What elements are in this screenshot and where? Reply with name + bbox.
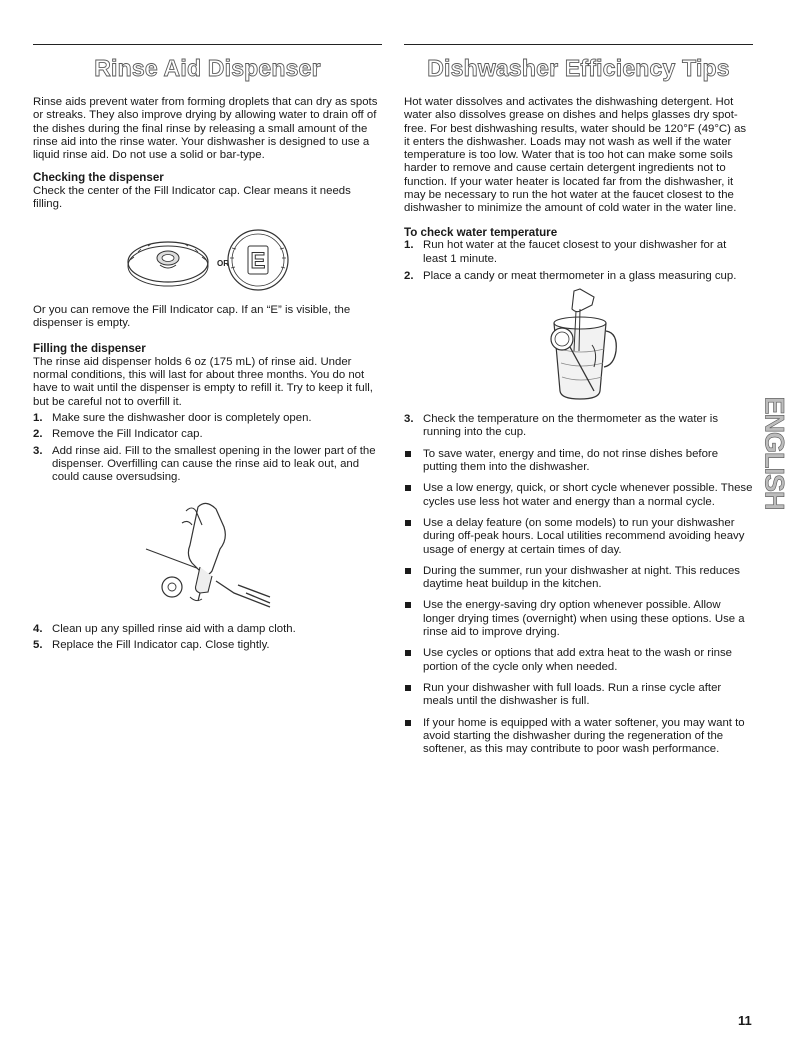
tip-item xyxy=(404,647,753,674)
section-rule xyxy=(33,44,382,45)
section-title: Rinse Aid Dispenser xyxy=(94,55,321,81)
figure-e-label: E xyxy=(250,247,265,273)
tip-text: Use cycles or options that add extra heat to the wash or rinse portion of the cycle only when needed. xyxy=(423,647,732,673)
step-text: Replace the Fill Indicator cap. Close tightly. xyxy=(52,638,270,651)
tip-text: If your home is equipped with a water softener, you may want to avoid starting the dishwasher during the regeneration of the softener, as this may contribute to poor wash performance. xyxy=(423,716,745,756)
step-text: Place a candy or meat thermometer in a glass measuring cup. xyxy=(423,269,737,282)
tip-item xyxy=(404,565,753,592)
checking-heading: Checking the dispenser xyxy=(33,171,164,185)
water-temperature-heading: To check water temperature xyxy=(404,225,558,239)
figure-or-label: OR xyxy=(216,258,229,268)
step-number: 2. xyxy=(33,428,43,441)
section-title: Dishwasher Efficiency Tips xyxy=(427,55,730,81)
filling-text: The rinse aid dispenser holds 6 oz (175 mL) of rinse aid. Under normal conditions, this will last for about three months. You do not have to wait until the dispenser is empty to refill it. Try to keep it full, but be careful not to overfill it. xyxy=(33,355,373,408)
bullet-icon xyxy=(405,451,411,457)
tip-text: During the summer, run your dishwasher at night. This reduces daytime heat buildup in the kitchen. xyxy=(423,564,740,591)
tip-item xyxy=(404,482,753,509)
rinse-aid-intro: Rinse aids prevent water from forming droplets that can dry as spots or streaks. They also improve drying by allowing water to drain off of the dishes during the final rinse by releasing a small amount of the rinse aid into the rinse water. Your dishwasher is designed to use a liquid rinse aid. Do not use a solid or bar-type. xyxy=(33,96,378,162)
checking-text: Check the center of the Fill Indicator cap. Clear means it needs filling. xyxy=(33,185,351,211)
step-text: Add rinse aid. Fill to the smallest opening in the lower part of the dispenser. Overfilling can cause the rinse aid to leak out, and could cause oversudsing. xyxy=(52,444,376,484)
step-text: Run hot water at the faucet closest to your dishwasher for at least 1 minute. xyxy=(423,239,727,265)
tip-item xyxy=(404,517,753,557)
temperature-steps-list-continued xyxy=(404,413,753,440)
page-number: 11 xyxy=(738,1013,752,1028)
tip-text: Use a delay feature (on some models) to run your dishwasher during off-peak hours. Local utilities recommend avoiding heavy usage of energy at certain times of day. xyxy=(423,516,745,556)
step-number: 1. xyxy=(404,239,414,252)
tip-item xyxy=(404,682,753,709)
bullet-icon xyxy=(405,602,411,608)
step-text: Make sure the dishwasher door is completely open. xyxy=(52,412,312,425)
step-number: 4. xyxy=(33,622,43,635)
bullet-icon xyxy=(405,568,411,574)
tip-text: Use the energy-saving dry option whenever possible. Allow longer drying times (overnight) when using these options. Use a rinse aid to improve drying. xyxy=(423,599,745,639)
tip-text: Use a low energy, quick, or short cycle whenever possible. These cycles use less hot water and energy than a normal cycle. xyxy=(423,482,753,508)
step-text: Clean up any spilled rinse aid with a damp cloth. xyxy=(52,622,296,635)
bullet-icon xyxy=(405,485,411,491)
language-side-tab xyxy=(759,382,790,524)
filling-steps-list xyxy=(33,412,382,484)
fill-indicator-figure xyxy=(118,218,298,300)
step-item xyxy=(33,428,382,441)
step-number: 1. xyxy=(33,412,43,425)
step-item xyxy=(33,445,382,485)
efficiency-intro: Hot water dissolves and activates the dishwashing detergent. Hot water also dissolves grease on dishes and helps glasses dry spot-free. For best dishwashing results, water should be 120°F (49°C) as it enters the dishwasher. Loads may not wash as well if the water temperature is too low. Water that is too hot can make some soils harder to remove and cause certain detergent ingredients not to function. If your water heater is located far from the dishwasher, it may be necessary to run the hot water at the faucet closest to the dishwasher to minimize the amount of cold water in the water line. xyxy=(404,96,747,215)
step-number: 3. xyxy=(33,444,43,457)
step-item xyxy=(404,413,753,440)
left-column xyxy=(33,44,382,652)
step-number: 3. xyxy=(404,413,414,426)
tip-text: To save water, energy and time, do not rinse dishes before putting them into the dishwasher. xyxy=(423,447,719,474)
bullet-icon xyxy=(405,650,411,656)
bullet-icon xyxy=(405,685,411,691)
step-item xyxy=(33,639,382,652)
step-item xyxy=(33,412,382,425)
step-item xyxy=(404,239,753,266)
section-rule xyxy=(404,44,753,45)
pouring-rinse-aid-figure xyxy=(138,497,278,615)
filling-steps-list-continued xyxy=(33,623,382,653)
step-text: Check the temperature on the thermometer as the water is running into the cup. xyxy=(423,413,719,439)
tip-item xyxy=(404,599,753,639)
filling-heading: Filling the dispenser xyxy=(33,342,146,356)
step-item xyxy=(404,270,753,283)
tip-item xyxy=(404,717,753,757)
temperature-steps-list xyxy=(404,239,753,283)
cap-text: Or you can remove the Fill Indicator cap. If an “E” is visible, the dispenser is empty. xyxy=(33,303,351,329)
tip-item xyxy=(404,448,753,475)
thermometer-cup-figure xyxy=(534,287,624,405)
language-tab-label: ENGLISH xyxy=(759,396,790,510)
step-item xyxy=(33,623,382,636)
right-column xyxy=(404,44,753,756)
bullet-icon xyxy=(405,720,411,726)
step-number: 5. xyxy=(33,638,43,651)
tip-text: Run your dishwasher with full loads. Run a rinse cycle after meals until the dishwasher is full. xyxy=(423,681,722,708)
bullet-icon xyxy=(405,520,411,526)
efficiency-tips-list xyxy=(404,448,753,757)
step-text: Remove the Fill Indicator cap. xyxy=(52,428,203,441)
step-number: 2. xyxy=(404,269,414,282)
